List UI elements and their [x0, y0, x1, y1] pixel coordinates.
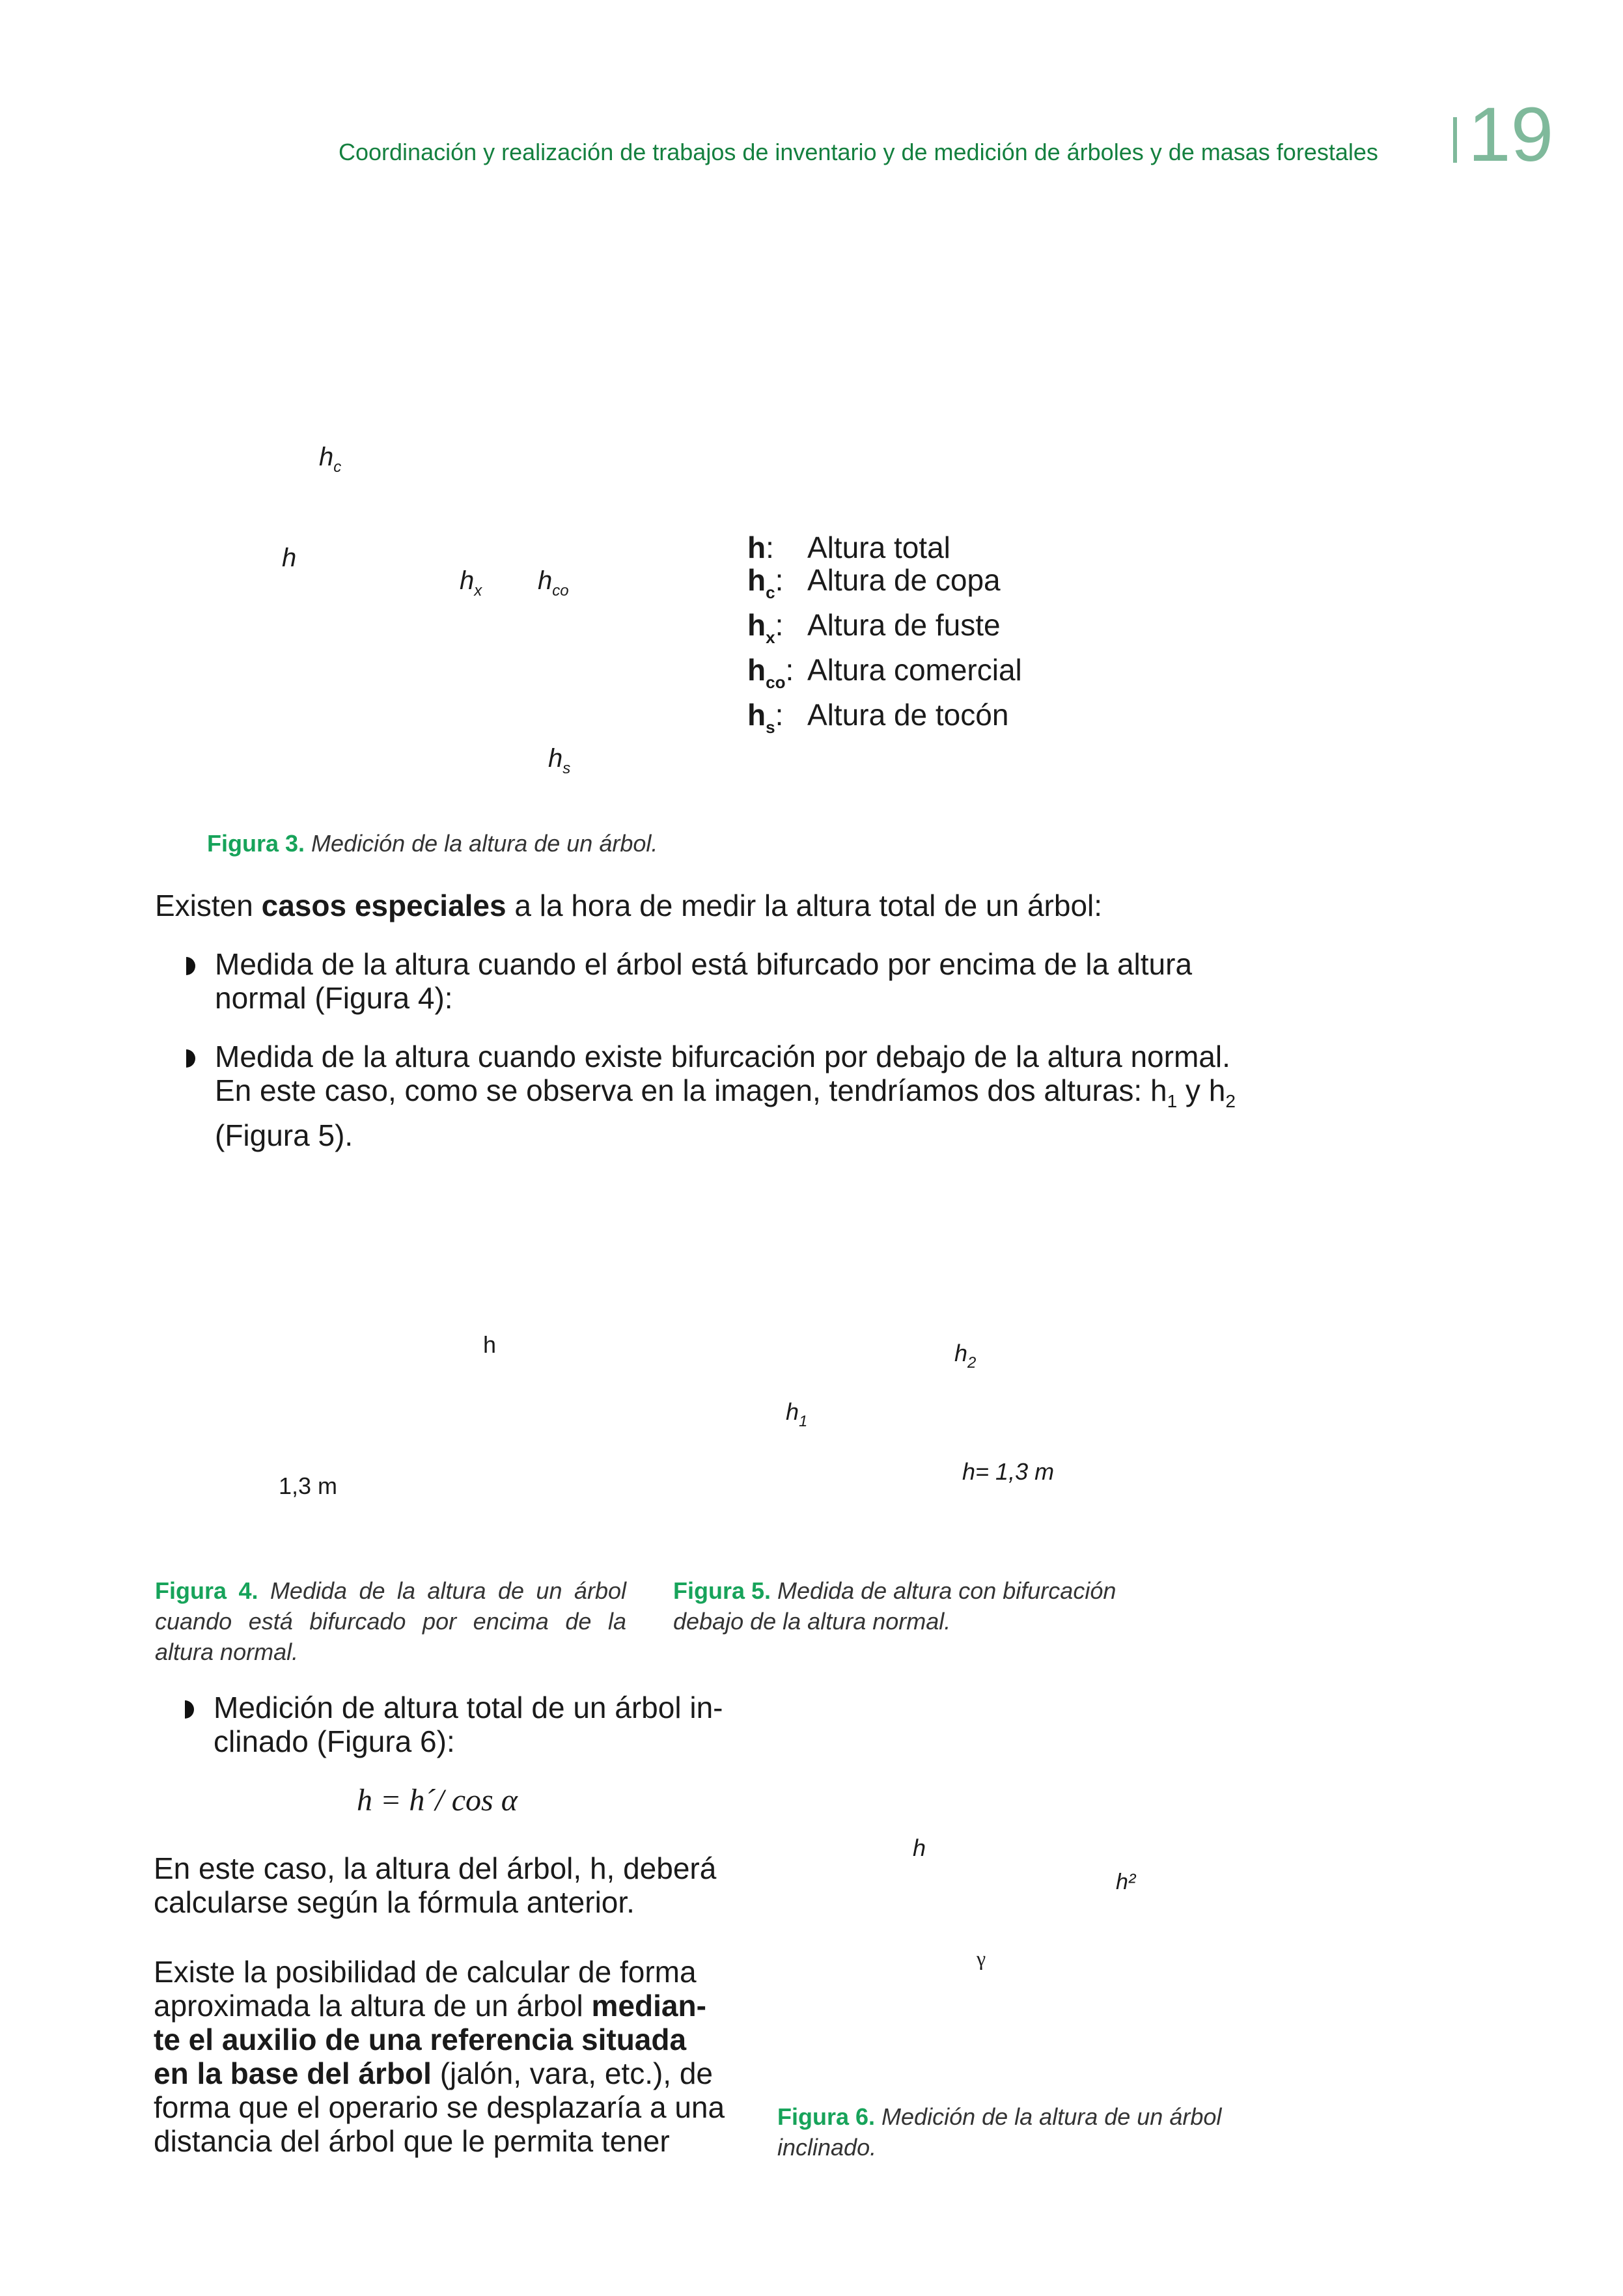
figure4-label-13m: 1,3 m	[279, 1473, 338, 1499]
figure5-label-h13: h= 1,3 m	[962, 1458, 1055, 1485]
legend-row-hs: $h_s$: Altura de tocón	[747, 698, 1009, 737]
figure3-label-hco: $h_{co}$	[538, 566, 569, 600]
paragraph-reference-method: Existe la posibilidad de calcular de forma aproximada la altura de un árbol median- te el auxilio de una referencia situada en la base del árbol (jalón, vara, etc.), de forma que el operario se desplazaría a una distancia del árbol que le permita tener	[154, 1955, 725, 2158]
bullet-item-2: Medida de la altura cuando existe bifurcación por debajo de la altura normal. En este caso, como se observa en la imagen, tendríamos dos alturas: $h_1$ y $h_2$ (Figura 5).	[215, 1040, 1236, 1153]
header-divider	[1453, 117, 1457, 163]
bullet-icon	[186, 1049, 195, 1068]
bullet-item-1: Medida de la altura cuando el árbol está bifurcado por encima de la altura normal (Figura 4):	[215, 947, 1193, 1015]
paragraph-inclined-height: En este caso, la altura del árbol, h, deberá calcularse según la fórmula anterior.	[154, 1851, 717, 1919]
figure3-label-h: h	[282, 544, 297, 572]
figure3-label-hc: $h_c$	[319, 443, 342, 476]
intro-paragraph: Existen casos especiales a la hora de medir la altura total de un árbol:	[155, 889, 1103, 922]
figure3-label-hs: $h_s$	[548, 744, 571, 777]
page-number: 19	[1468, 92, 1554, 178]
formula: h = h´/ cos α	[357, 1783, 518, 1818]
figure5-caption: Figura 5. Medida de altura con bifurcación debajo de la altura normal.	[673, 1577, 1117, 1635]
figure3-label-hx: $h_x$	[460, 566, 482, 600]
figure3-legend	[747, 531, 1022, 743]
figure6-caption: Figura 6. Medición de la altura de un árbol inclinado.	[777, 2103, 1222, 2161]
bullet-item-3: Medición de altura total de un árbol in- clinado (Figura 6):	[214, 1691, 723, 1758]
figure6-label-gamma: γ	[977, 1946, 986, 1970]
legend-row-h: h: Altura total	[747, 531, 950, 564]
figure6-label-h: h	[913, 1834, 926, 1861]
bullet-icon	[186, 957, 195, 975]
figure6-label-h2: h²	[1116, 1870, 1136, 1894]
bullet-icon	[185, 1700, 194, 1719]
figure4-label-h: h	[483, 1331, 497, 1358]
figure4-caption: Figura 4. Medida de la altura de un árbol cuando está bifurcado por encima de la altura normal.	[155, 1577, 626, 1665]
figure3-caption: Figura 3. Medición de la altura de un árbol.	[207, 830, 658, 857]
legend-row-hc: $h_c$: Altura de copa	[747, 563, 1001, 602]
figure5-label-h1: $h_1$	[786, 1398, 808, 1430]
figure5-label-h2: $h_2$	[954, 1340, 977, 1372]
legend-row-hx: $h_x$: Altura de fuste	[747, 608, 1001, 647]
legend-row-hco: $h_{co}$: Altura comercial	[747, 653, 1022, 692]
running-header: Coordinación y realización de trabajos de inventario y de medición de árboles y de masas forestales	[339, 139, 1378, 165]
